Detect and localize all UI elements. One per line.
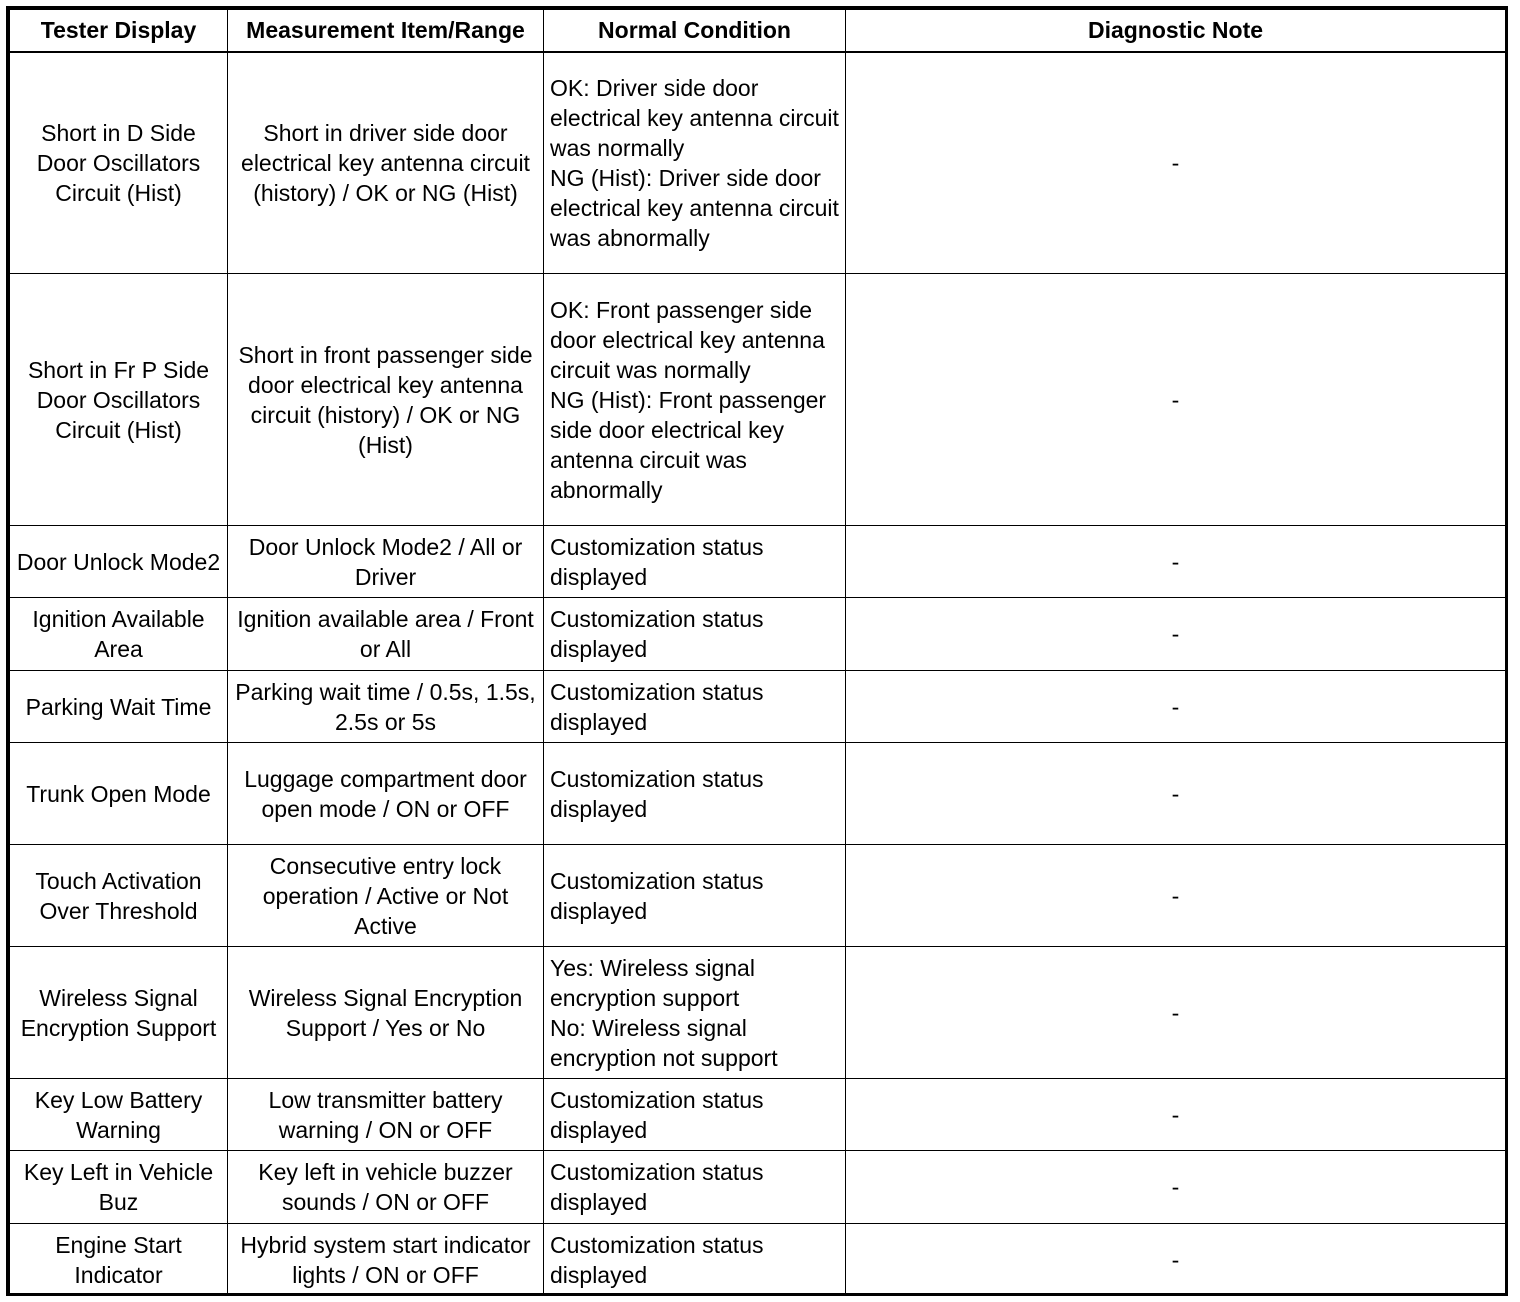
diagnostic-note-cell: - <box>846 845 1506 947</box>
table-row <box>10 743 1506 845</box>
normal-condition-cell <box>544 598 846 671</box>
diagnostic-note-cell: - <box>846 671 1506 743</box>
measurement-cell: Hybrid system start indicator lights / ON or OFF <box>228 1224 544 1296</box>
tester-display-cell: Trunk Open Mode <box>10 743 228 845</box>
table-row <box>10 1079 1506 1151</box>
diagnostic-note-cell: - <box>846 598 1506 671</box>
diagnostic-note-cell: - <box>846 526 1506 598</box>
normal-condition-line: Customization status displayed <box>550 606 764 662</box>
normal-condition-line: NG (Hist): Front passenger side door electrical key antenna circuit was abnormally <box>550 386 827 503</box>
tester-display-cell: Touch Activation Over Threshold <box>10 845 228 947</box>
header-measurement-item: Measurement Item/Range <box>228 10 544 52</box>
data-list-table <box>6 6 1508 1296</box>
tester-display-cell: Key Left in Vehicle Buz <box>10 1151 228 1224</box>
normal-condition-cell <box>544 1079 846 1151</box>
normal-condition-line: Yes: Wireless signal encryption support <box>550 954 755 1011</box>
diagnostic-note-cell: - <box>846 52 1506 274</box>
measurement-cell: Short in front passenger side door electrical key antenna circuit (history) / OK or NG (Hist) <box>228 274 544 526</box>
header-row <box>10 10 1506 52</box>
normal-condition-line: Customization status displayed <box>550 867 764 924</box>
header-tester-display: Tester Display <box>10 10 228 52</box>
normal-condition-cell <box>544 845 846 947</box>
tester-display-cell: Ignition Available Area <box>10 598 228 671</box>
header-diagnostic-note: Diagnostic Note <box>846 10 1506 52</box>
normal-condition-line: Customization status displayed <box>550 533 764 590</box>
diagnostic-note-cell: - <box>846 274 1506 526</box>
measurement-cell: Door Unlock Mode2 / All or Driver <box>228 526 544 598</box>
tester-display-cell: Parking Wait Time <box>10 671 228 743</box>
table-row <box>10 947 1506 1079</box>
diagnostic-note-cell: - <box>846 1224 1506 1296</box>
table-row <box>10 671 1506 743</box>
normal-condition-line: Customization status displayed <box>550 765 764 822</box>
normal-condition-cell <box>544 743 846 845</box>
measurement-cell: Key left in vehicle buzzer sounds / ON or OFF <box>228 1151 544 1224</box>
measurement-cell: Consecutive entry lock operation / Active or Not Active <box>228 845 544 947</box>
normal-condition-cell <box>544 947 846 1079</box>
normal-condition-line: Customization status displayed <box>550 1086 764 1143</box>
measurement-cell: Low transmitter battery warning / ON or OFF <box>228 1079 544 1151</box>
tester-display-cell: Door Unlock Mode2 <box>10 526 228 598</box>
table-row <box>10 526 1506 598</box>
normal-condition-cell <box>544 671 846 743</box>
diagnostic-note-cell: - <box>846 1079 1506 1151</box>
tester-display-cell: Engine Start Indicator <box>10 1224 228 1296</box>
table-row <box>10 598 1506 671</box>
table-row <box>10 274 1506 526</box>
measurement-cell: Wireless Signal Encryption Support / Yes or No <box>228 947 544 1079</box>
tester-table <box>9 9 1506 1296</box>
diagnostic-note-cell: - <box>846 1151 1506 1224</box>
tester-display-cell: Short in D Side Door Oscillators Circuit (Hist) <box>10 52 228 274</box>
normal-condition-line: Customization status displayed <box>550 1159 764 1215</box>
normal-condition-cell <box>544 52 846 274</box>
normal-condition-cell <box>544 526 846 598</box>
measurement-cell: Parking wait time / 0.5s, 1.5s, 2.5s or 5s <box>228 671 544 743</box>
measurement-cell: Short in driver side door electrical key antenna circuit (history) / OK or NG (Hist) <box>228 52 544 274</box>
table-row <box>10 1224 1506 1296</box>
normal-condition-line: OK: Driver side door electrical key antenna circuit was normally <box>550 74 839 161</box>
normal-condition-cell <box>544 274 846 526</box>
table-row <box>10 52 1506 274</box>
tester-display-cell: Short in Fr P Side Door Oscillators Circuit (Hist) <box>10 274 228 526</box>
table-row <box>10 1151 1506 1224</box>
normal-condition-line: OK: Front passenger side door electrical key antenna circuit was normally <box>550 296 825 383</box>
normal-condition-line: Customization status displayed <box>550 678 764 735</box>
normal-condition-line: Customization status displayed <box>550 1231 764 1288</box>
header-normal-condition: Normal Condition <box>544 10 846 52</box>
normal-condition-line: NG (Hist): Driver side door electrical key antenna circuit was abnormally <box>550 164 839 251</box>
table-row <box>10 845 1506 947</box>
tester-display-cell: Key Low Battery Warning <box>10 1079 228 1151</box>
normal-condition-cell <box>544 1151 846 1224</box>
measurement-cell: Luggage compartment door open mode / ON or OFF <box>228 743 544 845</box>
diagnostic-note-cell: - <box>846 947 1506 1079</box>
measurement-cell: Ignition available area / Front or All <box>228 598 544 671</box>
diagnostic-note-cell: - <box>846 743 1506 845</box>
tester-display-cell: Wireless Signal Encryption Support <box>10 947 228 1079</box>
normal-condition-line: No: Wireless signal encryption not support <box>550 1014 778 1071</box>
normal-condition-cell <box>544 1224 846 1296</box>
